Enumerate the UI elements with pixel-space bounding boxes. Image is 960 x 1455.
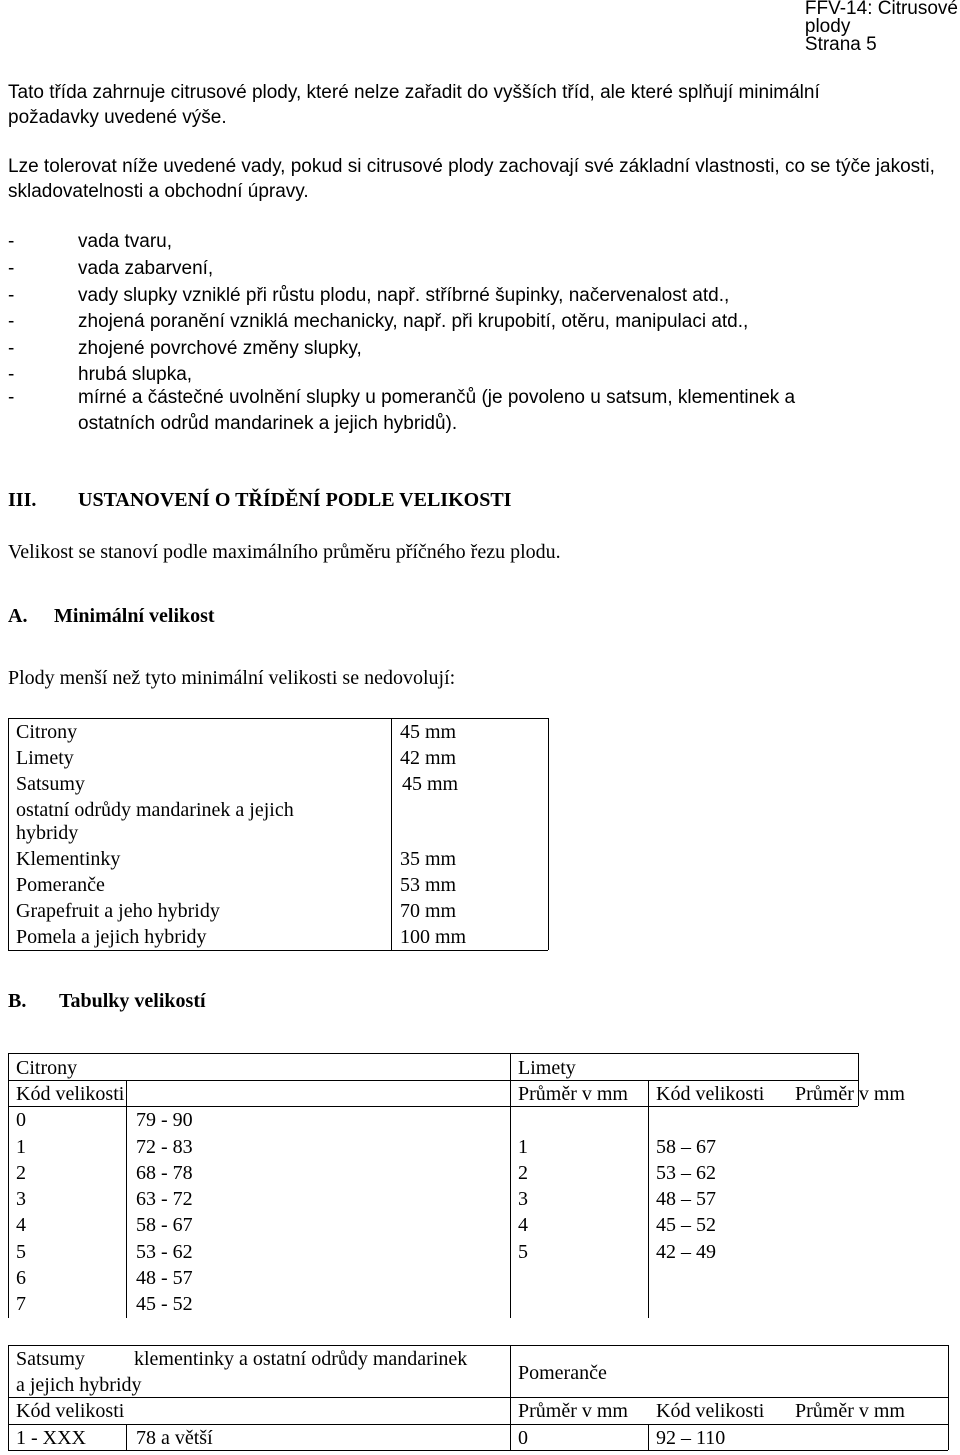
defect-item: zhojená poranění vzniklá mechanicky, např. při krupobití, otěru, manipulaci atd., — [78, 311, 749, 332]
section-number: III. — [8, 489, 37, 511]
min-size: 53 mm — [400, 874, 457, 896]
table-title-limety: Limety — [518, 1057, 576, 1079]
fruit-name: Limety — [16, 747, 74, 769]
header-size-code: Kód velikosti — [656, 1083, 765, 1105]
size-code: 1 - XXX — [16, 1427, 86, 1449]
table-rule — [510, 1053, 511, 1318]
fruit-name: Citrony — [16, 721, 78, 743]
min-size: 45 mm — [400, 721, 457, 743]
defect-item: zhojené povrchové změny slupky, — [78, 338, 362, 359]
header-line-2: plody — [804, 16, 851, 37]
min-size: 42 mm — [400, 747, 457, 769]
fruit-name: ostatní odrůdy mandarinek a jejich — [16, 799, 294, 821]
min-size: 45 mm — [402, 773, 459, 795]
defect-dash: - — [8, 364, 15, 385]
size-range: 92 – 110 — [656, 1427, 726, 1449]
table-rule — [548, 718, 549, 950]
size-range: 53 – 62 — [656, 1162, 716, 1184]
size-code: 0 — [16, 1109, 26, 1131]
defect-dash: - — [8, 311, 15, 332]
table-rule — [8, 718, 548, 719]
size-range: 42 – 49 — [656, 1241, 716, 1263]
header-size-code: Kód velikosti — [16, 1400, 125, 1422]
subsection-text-a: Plody menší než tyto minimální velikosti se nedovolují: — [8, 667, 456, 689]
defect-dash: - — [8, 387, 15, 408]
section-text: Velikost se stanoví podle maximálního průměru příčného řezu plodu. — [8, 541, 561, 563]
table-title-hybrids: a jejich hybridy — [16, 1374, 142, 1396]
fruit-name: Pomeranče — [16, 874, 105, 896]
size-code: 5 — [16, 1241, 26, 1263]
subsection-letter-b: B. — [8, 990, 27, 1012]
fruit-name: Satsumy — [16, 773, 85, 795]
defect-item: mírné a částečné uvolnění slupky u pomerančů (je povoleno u satsum, klementinek a — [78, 387, 796, 408]
size-range: 48 – 57 — [656, 1188, 716, 1210]
size-range: 79 - 90 — [136, 1109, 193, 1131]
size-code: 4 — [16, 1214, 26, 1236]
table-rule — [510, 1345, 511, 1450]
size-range: 48 - 57 — [136, 1267, 193, 1289]
size-code: 3 — [518, 1188, 528, 1210]
subsection-title-a: Minimální velikost — [54, 605, 215, 627]
size-code: 7 — [16, 1293, 26, 1315]
size-range: 63 - 72 — [136, 1188, 193, 1210]
defect-item: vady slupky vzniklé při růstu plodu, např. stříbrné šupinky, načervenalost atd., — [78, 285, 730, 306]
min-size: 70 mm — [400, 900, 457, 922]
defect-item: vada zabarvení, — [78, 258, 214, 279]
subsection-letter-a: A. — [8, 605, 28, 627]
defect-item: hrubá slupka, — [78, 364, 193, 385]
table-title-citrony: Citrony — [16, 1057, 78, 1079]
page-header — [805, 0, 958, 54]
size-code: 1 — [16, 1136, 26, 1158]
header-line-1: FFV-14: Citrusové — [804, 0, 958, 19]
defect-dash: - — [8, 285, 15, 306]
intro-paragraph-1: Tato třída zahrnuje citrusové plody, které nelze zařadit do vyšších tříd, ale které splňují minimální požadavky uvedené výše. — [8, 82, 820, 128]
defect-dash: - — [8, 231, 15, 252]
table-rule — [8, 1345, 9, 1450]
size-code: 3 — [16, 1188, 26, 1210]
defect-dash: - — [8, 338, 15, 359]
fruit-name: Grapefruit a jeho hybridy — [16, 900, 220, 922]
min-size: 100 mm — [400, 926, 467, 948]
header-size-code: Kód velikosti — [656, 1400, 765, 1422]
fruit-name: hybridy — [16, 822, 79, 844]
table-rule — [648, 1080, 649, 1318]
size-range: 58 - 67 — [136, 1214, 193, 1236]
size-code: 2 — [518, 1162, 528, 1184]
table-rule — [126, 1424, 127, 1450]
table-rule — [948, 1345, 949, 1450]
subsection-title-b: Tabulky velikostí — [59, 990, 206, 1012]
header-diameter: Průměr v mm — [518, 1083, 628, 1105]
defect-item: vada tvaru, — [78, 231, 172, 252]
defect-item-continuation: ostatních odrůd mandarinek a jejich hybridů). — [78, 413, 458, 434]
size-range: 45 – 52 — [656, 1214, 716, 1236]
size-range: 58 – 67 — [656, 1136, 716, 1158]
table-rule — [126, 1080, 127, 1318]
table-title-satsumy: Satsumy — [16, 1348, 85, 1370]
size-range: 45 - 52 — [136, 1293, 193, 1315]
min-size: 35 mm — [400, 848, 457, 870]
size-code: 0 — [518, 1427, 528, 1449]
defect-dash: - — [8, 258, 15, 279]
intro-paragraph-2: Lze tolerovat níže uvedené vady, pokud si citrusové plody zachovají své základní vlastnosti, co se týče jakosti, skladovatelnosti a obchodní úpravy. — [8, 156, 935, 202]
table-rule — [8, 1053, 858, 1054]
header-size-code: Kód velikosti — [16, 1083, 125, 1105]
table-rule — [391, 718, 392, 950]
size-code: 2 — [16, 1162, 26, 1184]
size-code: 1 — [518, 1136, 528, 1158]
header-line-3: Strana 5 — [804, 34, 877, 55]
size-range: 53 - 62 — [136, 1241, 193, 1263]
header-diameter: Průměr v mm — [795, 1083, 905, 1105]
header-diameter: Průměr v mm — [795, 1400, 905, 1422]
size-code: 4 — [518, 1214, 528, 1236]
fruit-name: Pomela a jejich hybridy — [16, 926, 207, 948]
header-diameter: Průměr v mm — [518, 1400, 628, 1422]
section-title: USTANOVENÍ O TŘÍDĚNÍ PODLE VELIKOSTI — [78, 489, 512, 511]
fruit-name: Klementinky — [16, 848, 121, 870]
table-rule — [648, 1424, 649, 1450]
size-code: 5 — [518, 1241, 528, 1263]
size-code: 6 — [16, 1267, 26, 1289]
size-range: 78 a větší — [136, 1427, 213, 1449]
table-rule — [8, 950, 548, 951]
table-rule — [8, 718, 9, 950]
table-title-klementinky: klementinky a ostatní odrůdy mandarinek — [134, 1348, 468, 1370]
table-title-pomerance: Pomeranče — [518, 1362, 607, 1384]
size-range: 68 - 78 — [136, 1162, 193, 1184]
table-rule — [8, 1053, 9, 1318]
size-range: 72 - 83 — [136, 1136, 193, 1158]
